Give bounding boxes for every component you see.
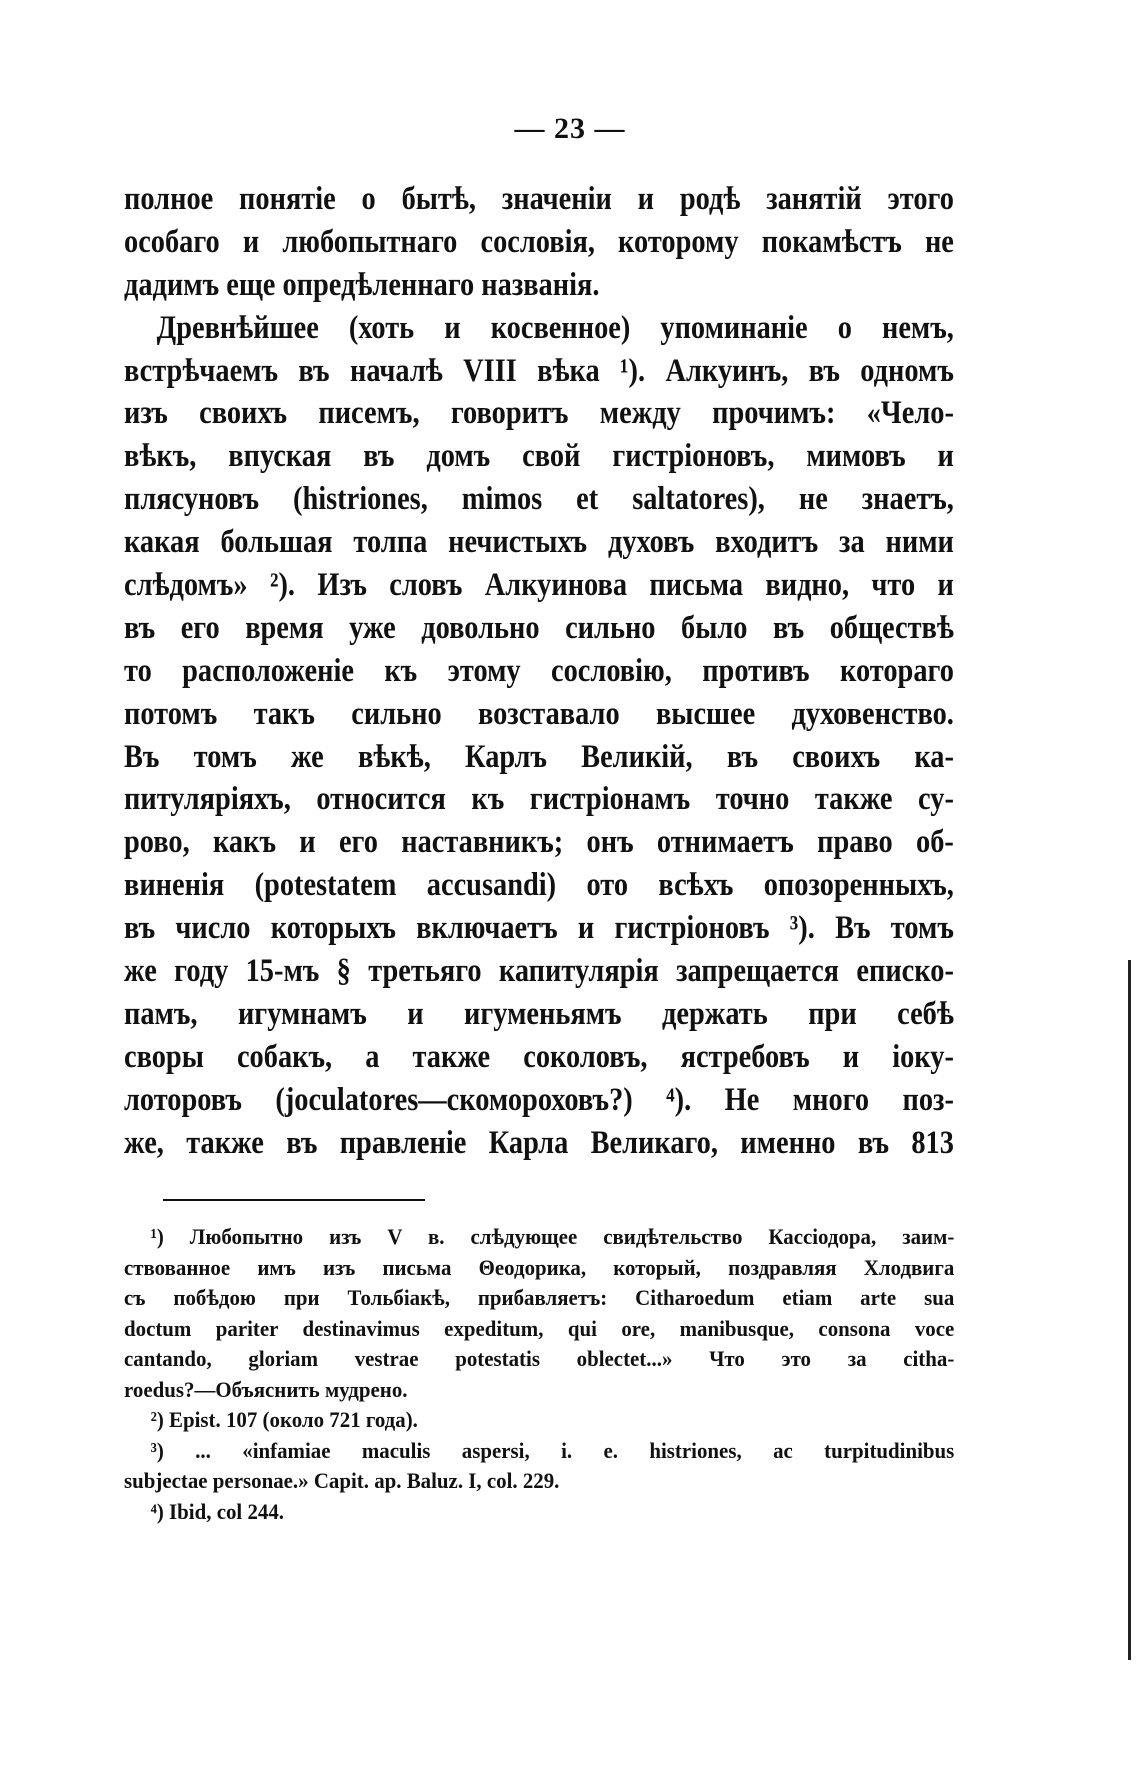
text-line: слѣдомъ» ²). Изъ словъ Алкуинова письма видно, что и — [124, 567, 954, 604]
footnote-line: roedus?—Объяснить мудрено. — [124, 1376, 408, 1402]
footnote-line: ствованное имъ изъ письма Θеодорика, который, поздравляя Хлодвига — [124, 1254, 955, 1280]
text-line: вѣкъ, впуская въ домъ свой гистріоновъ, мимовъ и — [124, 438, 954, 475]
text-line: лоторовъ (joculatores—скомороховъ?) ⁴). Не много поз- — [124, 1081, 954, 1118]
text-line: же году 15-мъ § третьяго капитулярія запрещается еписко- — [124, 953, 954, 990]
footnotes — [124, 1222, 954, 1527]
text-line: какая большая толпа нечистыхъ духовъ входитъ за ними — [124, 524, 954, 561]
footnote-line: ¹) Любопытно изъ V в. слѣдующее свидѣтельство Кассіодора, заим- — [150, 1224, 955, 1249]
footnote-line: ⁴) Ibid, col 244. — [150, 1498, 285, 1524]
text-line: встрѣчаемъ въ началѣ VIII вѣка ¹). Алкуинъ, въ одномъ — [124, 352, 954, 389]
text-line: же, также въ правленіе Карла Великаго, именно въ 813 — [124, 1124, 954, 1161]
text-line: въ число которыхъ включаетъ и гистріоновъ ³). Въ томъ — [124, 910, 954, 947]
page-number: — 23 — — [514, 112, 626, 145]
footnote-line: ²) Epist. 107 (около 721 года). — [150, 1407, 418, 1432]
footnote-line: doctum pariter destinavimus expeditum, qui ore, manibusque, consona voce — [124, 1315, 955, 1341]
body-text — [124, 178, 954, 1164]
text-line: Въ томъ же вѣкѣ, Карлъ Великій, въ своихъ ка- — [124, 738, 954, 775]
footnote-line: ³) ... «infamiae maculis aspersi, i. e. histriones, ac turpitudinibus — [150, 1437, 955, 1463]
footnote-line: subjectae personae.» Capit. ap. Baluz. I, col. 229. — [124, 1468, 560, 1493]
scan-edge-line — [1128, 960, 1131, 1660]
text-line: рово, какъ и его наставникъ; онъ отнимаетъ право об- — [124, 824, 954, 861]
text-line: потомъ такъ сильно возставало высшее духовенство. — [124, 695, 954, 732]
text-line: Древнѣйшее (хоть и косвенное) упоминаніе о немъ, — [156, 309, 954, 346]
text-line: въ его время уже довольно сильно было въ обществѣ — [124, 609, 954, 646]
text-line: дадимъ еще опредѣленнаго названія. — [124, 266, 600, 303]
text-line: то расположеніе къ этому сословію, противъ котораго — [124, 652, 954, 689]
text-line: плясуновъ (histriones, mimos et saltatores), не знаетъ, — [124, 481, 954, 518]
text-line: особаго и любопытнаго сословія, которому покамѣстъ не — [124, 223, 954, 260]
footnote-divider — [163, 1199, 425, 1201]
footnote-line: cantando, gloriam vestrae potestatis oblectet...» Что это за citha- — [124, 1346, 955, 1371]
text-line: памъ, игумнамъ и игуменьямъ держать при себѣ — [124, 995, 954, 1032]
text-line: своры собакъ, а также соколовъ, ястребовъ и іоку- — [124, 1038, 954, 1075]
text-line: виненія (potestatem accusandi) ото всѣхъ опозоренныхъ, — [124, 867, 954, 904]
footnote-line: съ побѣдою при Тольбіакѣ, прибавляетъ: Citharoedum etiam arte sua — [124, 1285, 955, 1310]
text-line: изъ своихъ писемъ, говоритъ между прочимъ: «Чело- — [124, 395, 954, 432]
text-line: питуляріяхъ, относится къ гистріонамъ точно также су- — [124, 781, 954, 818]
text-line: полное понятіе о бытѣ, значеніи и родѣ занятій этого — [124, 181, 954, 217]
